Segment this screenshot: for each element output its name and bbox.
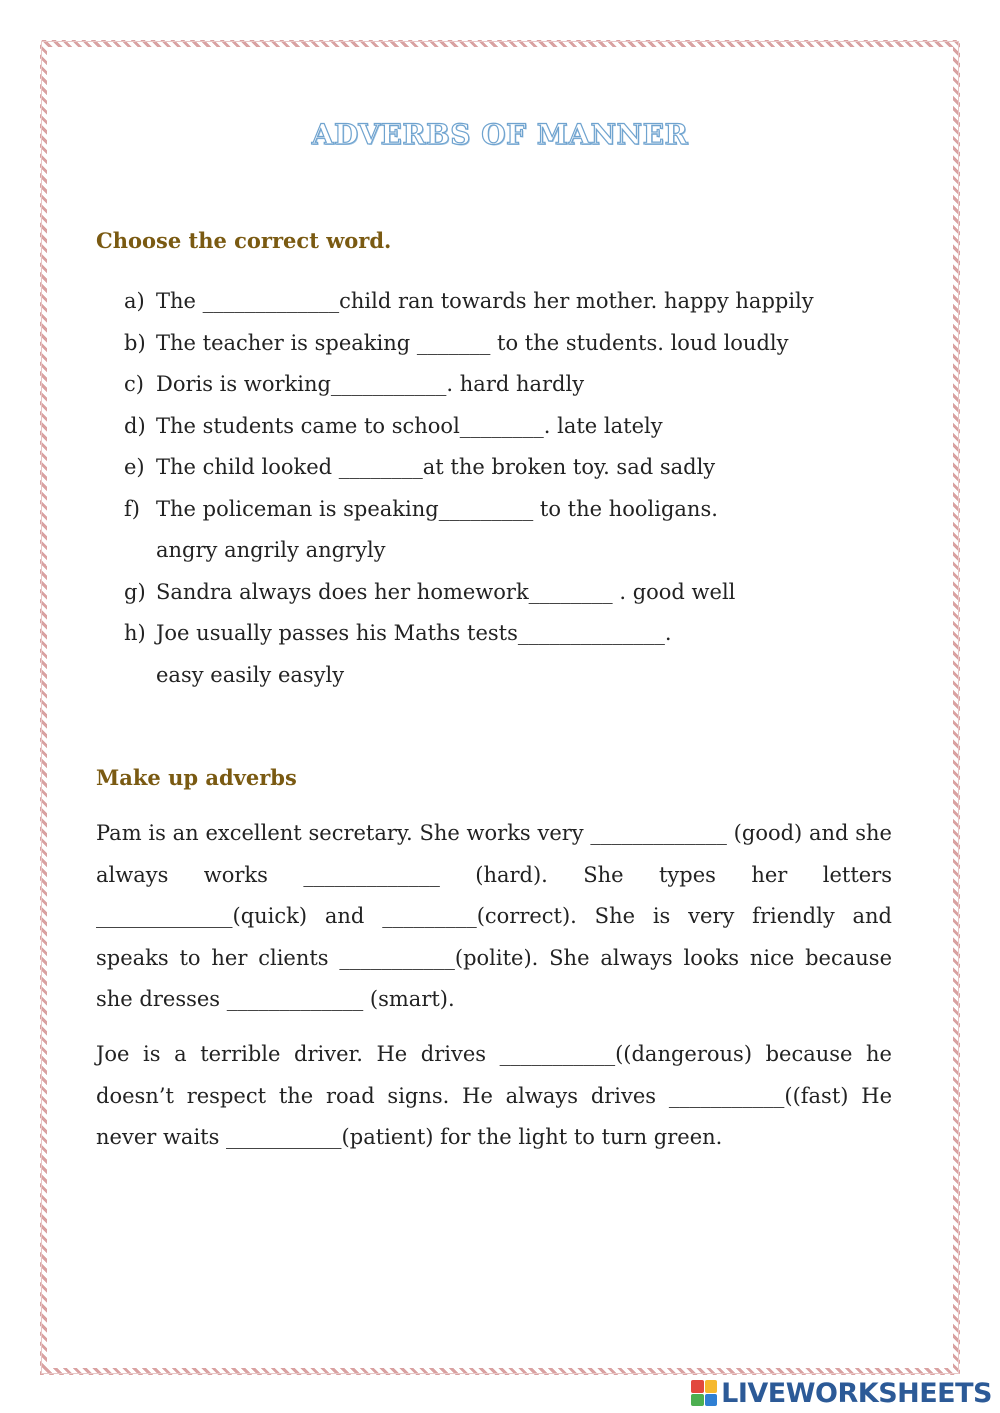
item-label: a) <box>124 289 145 313</box>
item-label: e) <box>124 455 145 479</box>
logo-icon <box>691 1380 717 1406</box>
item-text: The teacher is speaking _______ to the students. loud loudly <box>156 330 789 355</box>
exercise-item <box>124 613 914 655</box>
item-label: c) <box>124 372 144 396</box>
item-label: g) <box>124 579 146 604</box>
liveworksheets-logo <box>691 1378 992 1408</box>
item-label: f) <box>124 496 140 521</box>
item-label: h) <box>124 621 146 645</box>
exercise-options <box>124 530 914 572</box>
item-text: easy easily easyly <box>156 662 345 687</box>
item-text: The policeman is speaking_________ to the hooligans. <box>156 496 718 521</box>
section-heading-make-up: Make up adverbs <box>96 765 297 790</box>
item-text: Joe usually passes his Maths tests______________. <box>156 621 672 645</box>
exercise-item <box>124 447 914 489</box>
logo-square <box>705 1380 718 1393</box>
logo-square <box>691 1394 704 1407</box>
exercise-list <box>124 281 914 696</box>
exercise-item <box>124 364 914 406</box>
logo-text: LIVEWORKSHEETS <box>721 1377 992 1409</box>
item-label: d) <box>124 413 146 438</box>
item-text: The _____________child ran towards her mother. happy happily <box>156 289 814 313</box>
exercise-item <box>124 489 914 531</box>
exercise-item <box>124 323 914 365</box>
item-text: angry angrily angryly <box>156 538 386 562</box>
item-label: b) <box>124 330 146 355</box>
item-text: The students came to school________. late lately <box>156 413 663 438</box>
exercise-options <box>124 655 914 697</box>
logo-square <box>705 1394 718 1407</box>
exercise-item <box>124 406 914 448</box>
logo-square <box>691 1380 704 1393</box>
item-text: The child looked ________at the broken toy. sad sadly <box>156 455 716 479</box>
paragraph-joe: Joe is a terrible driver. He drives ___________((dangerous) because he doesn’t respect the road signs. He always drives ___________((fast) He never waits ___________(patient) for the light to turn green. <box>96 1042 892 1149</box>
paragraph-pam: Pam is an excellent secretary. She works very _____________ (good) and she always works _____________ (hard). She types her letters _____________(quick) and _________(correct). She is very friendly and speaks to her clients ___________(polite). She always looks nice because she dresses _____________ (smart). <box>96 821 892 1011</box>
page-title: ADVERBS OF MANNER <box>311 118 689 151</box>
item-text: Doris is working___________. hard hardly <box>156 372 585 396</box>
section-heading-choose: Choose the correct word. <box>96 228 392 253</box>
exercise-item <box>124 572 914 614</box>
exercise-item <box>124 281 914 323</box>
item-text: Sandra always does her homework________ . good well <box>156 579 736 604</box>
